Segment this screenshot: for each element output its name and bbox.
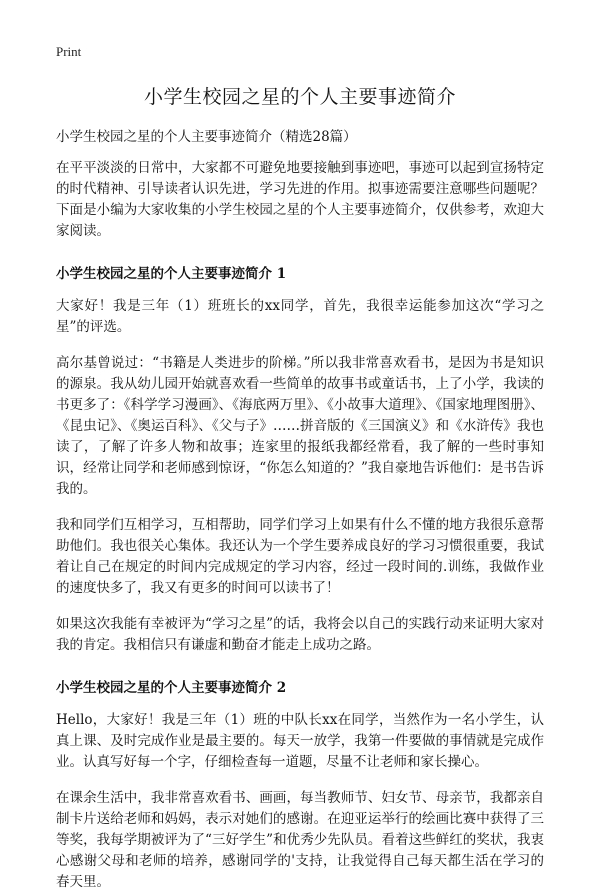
page-title: 小学生校园之星的个人主要事迹简介 [143,86,456,108]
section-1-paragraph-1: 大家好！我是三年（1）班班长的xx同学，首先，我很幸运能参加这次“学习之星”的评选。 [56,298,544,335]
print-link[interactable]: Print [56,44,82,59]
intro-paragraph: 在平平淡淡的日常中，大家都不可避免地要接触到事迹吧，事迹可以起到宣扬特定的时代精神、引导读者认识先进，学习先进的作用。拟事迹需要注意哪些问题呢？下面是小编为大家收集的小学生校园之星的个人主要事迹简介，仅供参考，欢迎大家阅读。 [56,160,544,239]
document-subtitle: 小学生校园之星的个人主要事迹简介（精选28篇） [56,129,357,145]
section-1-paragraph-3: 我和同学们互相学习，互相帮助，同学们学习上如果有什么不懂的地方我很乐意帮助他们。我也很关心集体。我还认为一个学生要养成良好的学习习惯很重要，我试着让自己在规定的时间内完成规定的学习内容，经过一段时间的.训练，我做作业的速度快多了，我又有更多的时间可以读书了！ [56,517,544,596]
section-2-paragraph-1: Hello，大家好！我是三年（1）班的中队长xx在同学，当然作为一名小学生，认真上课、及时完成作业是最主要的。每天一放学，我第一件要做的事情就是完成作业。认真写好每一个字，仔细检查每一道题，尽量不让老师和家长操心。 [56,712,544,770]
section-1-heading: 小学生校园之星的个人主要事迹简介 1 [56,266,287,282]
section-2-heading: 小学生校园之星的个人主要事迹简介 2 [56,680,287,696]
section-2-paragraph-2: 在课余生活中，我非常喜欢看书、画画，每当教师节、妇女节、母亲节，我都亲自制卡片送给老师和妈妈，表示对她们的感谢。在迎亚运举行的绘画比赛中获得了三等奖，我每学期被评为了“三好学生”和优秀少先队员。看着这些鲜红的奖状，我衷心感谢父母和老师的培养，感谢同学的'支持，让我觉得自己每天都生活在学习的春天里。 [56,790,544,890]
section-1-paragraph-2: 高尔基曾说过：“书籍是人类进步的阶梯。”所以我非常喜欢看书，是因为书是知识的源泉。我从幼儿园开始就喜欢看一些简单的故事书或童话书，上了小学，我读的书更多了：《科学学习漫画》、《海底两万里》、《小故事大道理》、《国家地理图册》、《昆虫记》、《奥运百科》、《父与子》……拼音版的《三国演义》和《水浒传》我也读了，了解了许多人物和故事；连家里的报纸我都经常看，我了解的一些时事知识，经常让同学和老师感到惊讶，“你怎么知道的？”我自豪地告诉他们：是书告诉我的。 [56,355,544,497]
section-1-paragraph-4: 如果这次我能有幸被评为“学习之星”的话，我将会以自己的实践行动来证明大家对我的肯定。我相信只有谦虚和勤奋才能走上成功之路。 [56,616,544,653]
